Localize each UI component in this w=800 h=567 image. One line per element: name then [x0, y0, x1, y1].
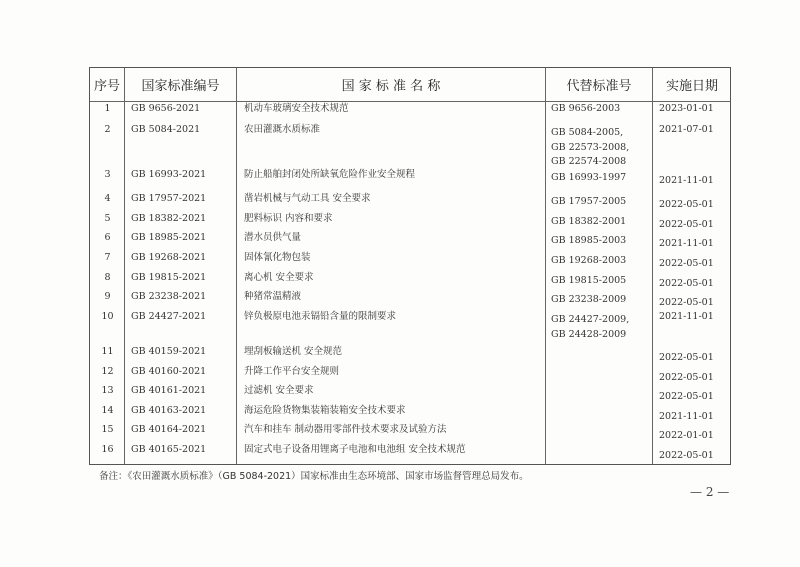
implementation-date: 2022-05-01 [659, 391, 714, 402]
header-code: 国家标准编号 [141, 79, 220, 94]
implementation-date: 2022-05-01 [659, 258, 714, 269]
standard-name: 肥料标识 内容和要求 [244, 213, 333, 224]
row-number: 16 [101, 444, 114, 455]
header-name: 国 家 标 准 名 称 [341, 79, 441, 94]
standard-name: 凿岩机械与气动工具 安全要求 [244, 193, 371, 204]
standard-code: GB 17957-2021 [131, 193, 207, 204]
standard-code: GB 5084-2021 [131, 124, 201, 135]
footnote: 备注：《农田灌溉水质标准》（GB 5084-2021）国家标准由生态环境部、国家市场监督管理总局发布。 [99, 471, 529, 482]
row-number: 6 [104, 232, 111, 243]
standards-table [89, 67, 731, 465]
standard-code: GB 23238-2021 [131, 291, 207, 302]
standard-code: GB 19815-2021 [131, 272, 207, 283]
standard-name: 防止船舶封闭处所缺氧危险作业安全规程 [244, 169, 416, 180]
standard-name: 离心机 安全要求 [244, 272, 314, 283]
standard-code: GB 40164-2021 [131, 424, 207, 435]
implementation-date: 2021-11-01 [659, 411, 714, 422]
implementation-date: 2022-05-01 [659, 219, 714, 230]
column-divider [236, 68, 237, 464]
standard-name: 升降工作平台安全规则 [244, 366, 340, 377]
standard-name: 锌负极原电池汞镉铅含量的限制要求 [244, 311, 397, 322]
standard-code: GB 40161-2021 [131, 385, 207, 396]
standard-name: 种猪常温精液 [244, 291, 302, 302]
standard-code: GB 9656-2021 [131, 103, 201, 114]
implementation-date: 2022-05-01 [659, 450, 714, 461]
implementation-date: 2022-05-01 [659, 297, 714, 308]
standard-code: GB 18985-2021 [131, 232, 207, 243]
header-date: 实施日期 [665, 79, 718, 94]
implementation-date: 2023-01-01 [659, 103, 714, 114]
page-number: — 2 — [690, 485, 730, 499]
row-number: 12 [101, 366, 114, 377]
implementation-date: 2022-05-01 [659, 372, 714, 383]
header-no: 序号 [93, 79, 120, 94]
implementation-date: 2022-05-01 [659, 278, 714, 289]
implementation-date: 2021-11-01 [659, 238, 714, 249]
standard-code: GB 18382-2021 [131, 213, 207, 224]
standard-name: 固定式电子设备用锂离子电池和电池组 安全技术规范 [244, 444, 466, 455]
implementation-date: 2021-11-01 [659, 311, 714, 322]
standard-name: 农田灌溉水质标准 [244, 124, 321, 135]
standard-code: GB 40159-2021 [131, 346, 207, 357]
column-divider [652, 68, 653, 464]
row-number: 15 [101, 424, 114, 435]
standard-code: GB 19268-2021 [131, 252, 207, 263]
standard-name: 汽车和挂车 制动器用零部件技术要求及试验方法 [244, 424, 447, 435]
standard-name: 过滤机 安全要求 [244, 385, 314, 396]
header-replaces: 代替标准号 [566, 79, 632, 94]
column-divider [545, 68, 546, 464]
replaced-standard: GB 16993-1997 [551, 172, 627, 183]
row-number: 14 [101, 405, 114, 416]
replaced-standard: GB 22574-2008 [551, 156, 627, 167]
standard-code: GB 24427-2021 [131, 311, 207, 322]
implementation-date: 2021-11-01 [659, 175, 714, 186]
row-number: 1 [104, 103, 111, 114]
standard-name: 潜水员供气量 [244, 232, 302, 243]
replaced-standard: GB 18382-2001 [551, 216, 627, 227]
standard-name: 海运危险货物集装箱装箱安全技术要求 [244, 405, 406, 416]
row-number: 2 [104, 124, 111, 135]
replaced-standard: GB 23238-2009 [551, 294, 627, 305]
implementation-date: 2022-05-01 [659, 352, 714, 363]
row-number: 8 [104, 272, 111, 283]
row-number: 11 [101, 346, 114, 357]
standard-code: GB 40165-2021 [131, 444, 207, 455]
standard-code: GB 16993-2021 [131, 169, 207, 180]
standard-code: GB 40163-2021 [131, 405, 207, 416]
standard-name: 机动车玻璃安全技术规范 [244, 103, 349, 114]
replaced-standard: GB 9656-2003 [551, 103, 621, 114]
row-number: 3 [104, 169, 111, 180]
replaced-standard: GB 5084-2005, [551, 127, 624, 138]
replaced-standard: GB 24428-2009 [551, 329, 627, 340]
implementation-date: 2021-07-01 [659, 124, 714, 135]
row-number: 7 [104, 252, 111, 263]
replaced-standard: GB 19268-2003 [551, 255, 627, 266]
replaced-standard: GB 22573-2008, [551, 142, 630, 153]
replaced-standard: GB 24427-2009, [551, 314, 630, 325]
replaced-standard: GB 19815-2005 [551, 275, 627, 286]
standard-code: GB 40160-2021 [131, 366, 207, 377]
standard-name: 固体氰化物包装 [244, 252, 311, 263]
implementation-date: 2022-01-01 [659, 430, 714, 441]
replaced-standard: GB 17957-2005 [551, 196, 627, 207]
row-number: 5 [104, 213, 111, 224]
row-number: 13 [101, 385, 114, 396]
implementation-date: 2022-05-01 [659, 199, 714, 210]
standard-name: 埋刮板输送机 安全规范 [244, 346, 343, 357]
replaced-standard: GB 18985-2003 [551, 235, 627, 246]
row-number: 9 [104, 291, 111, 302]
row-number: 10 [101, 311, 114, 322]
row-number: 4 [104, 193, 111, 204]
